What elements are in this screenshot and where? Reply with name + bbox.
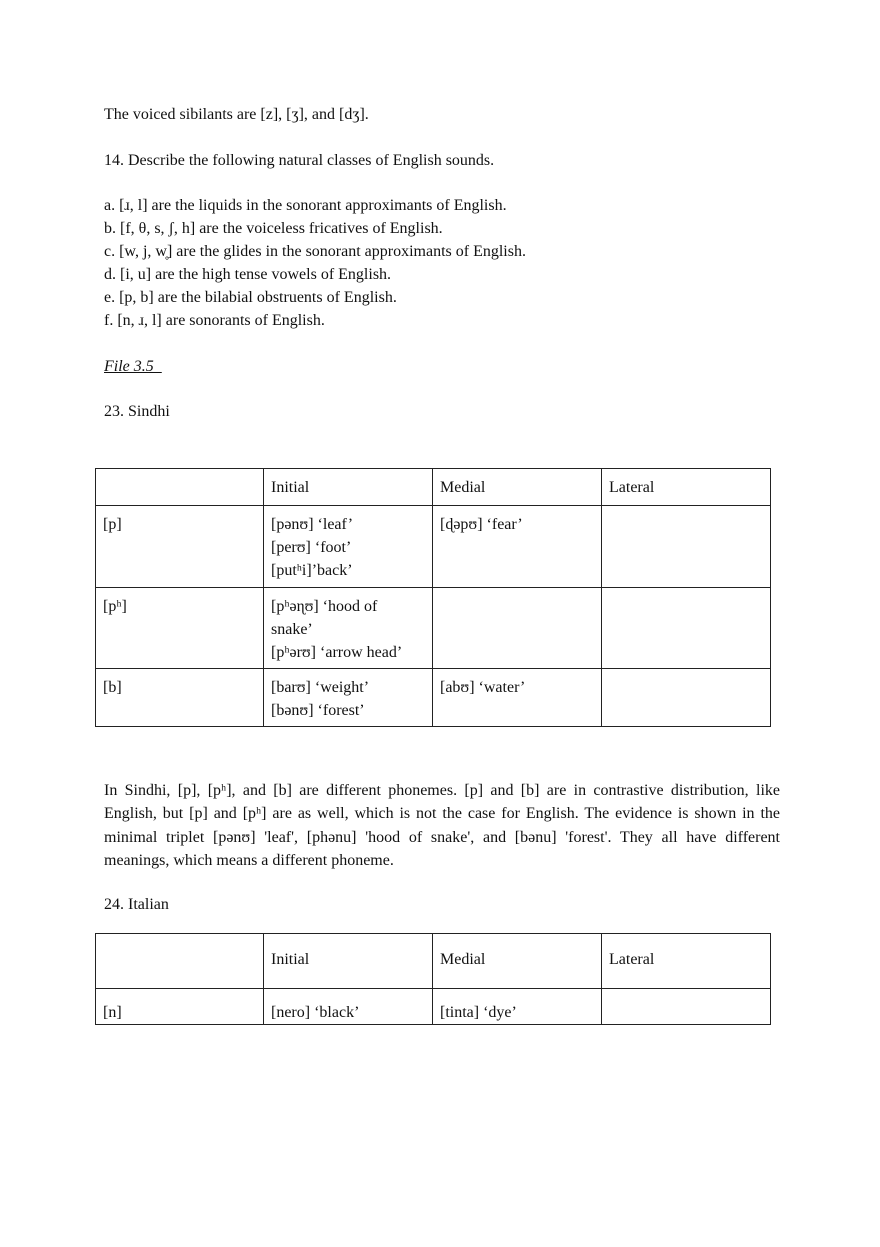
- medial-cell: [433, 506, 602, 588]
- medial-cell: [433, 669, 602, 727]
- list-item: b. [f, θ, s, ʃ, h] are the voiceless fricatives of English.: [104, 220, 443, 237]
- natural-classes-list: [104, 194, 526, 332]
- example-word: [bənʊ] ‘forest’: [271, 702, 365, 719]
- question-14-title: 14. Describe the following natural classes of English sounds.: [104, 152, 495, 169]
- table-row: [96, 506, 771, 588]
- example-word: snake’: [271, 621, 313, 638]
- example-word: [nero] ‘black’: [271, 1004, 360, 1021]
- initial-cell: [264, 669, 433, 727]
- table-row: [96, 669, 771, 727]
- table-row: [96, 989, 771, 1025]
- example-word: [putʰi]’back’: [271, 562, 353, 579]
- list-item: e. [p, b] are the bilabial obstruents of English.: [104, 289, 397, 306]
- header-cell: [96, 469, 264, 506]
- lateral-cell: [602, 989, 771, 1025]
- table-row: [96, 588, 771, 669]
- sound-cell: [n]: [96, 989, 264, 1025]
- sound-cell: [pʰ]: [96, 588, 264, 669]
- example-word: [barʊ] ‘weight’: [271, 679, 370, 696]
- medial-cell: [433, 989, 602, 1025]
- header-medial: Medial: [433, 469, 602, 506]
- table-header-row: [96, 469, 771, 506]
- sindhi-analysis-paragraph: In Sindhi, [p], [pʰ], and [b] are different phonemes. [p] and [b] are in contrastive distribution, like English, but [p] and [pʰ] are as well, which is not the case for English. The evidence is shown in the minimal triplet [pənʊ] 'leaf', [phənu] 'hood of snake', and [bənu] 'forest'. They all have different meanings, which means a different phoneme.: [104, 782, 780, 869]
- sibilants-sentence: The voiced sibilants are [z], [ʒ], and [dʒ].: [104, 106, 369, 123]
- lateral-cell: [602, 669, 771, 727]
- header-initial: Initial: [264, 469, 433, 506]
- table-header-row: [96, 934, 771, 989]
- medial-cell: [433, 588, 602, 669]
- initial-cell: [264, 588, 433, 669]
- example-word: [perʊ] ‘foot’: [271, 539, 352, 556]
- list-item: f. [n, ɹ, l] are sonorants of English.: [104, 312, 325, 329]
- lateral-cell: [602, 588, 771, 669]
- sindhi-table: [95, 468, 771, 727]
- example-word: [pʰərʊ] ‘arrow head’: [271, 644, 403, 661]
- list-item: a. [ɹ, l] are the liquids in the sonorant approximants of English.: [104, 197, 507, 214]
- list-item: d. [i, u] are the high tense vowels of English.: [104, 266, 392, 283]
- italian-title: 24. Italian: [104, 896, 169, 913]
- lateral-cell: [602, 506, 771, 588]
- example-word: [tinta] ‘dye’: [440, 1004, 517, 1021]
- example-word: [pənʊ] ‘leaf’: [271, 516, 354, 533]
- list-item: c. [w, j, w̥] are the glides in the sonorant approximants of English.: [104, 243, 526, 260]
- header-lateral: Lateral: [602, 469, 771, 506]
- example-word: [pʰəɳʊ] ‘hood of: [271, 598, 378, 615]
- italian-table: [95, 933, 771, 1025]
- initial-cell: [264, 989, 433, 1025]
- header-cell: [96, 934, 264, 989]
- sound-cell: [p]: [96, 506, 264, 588]
- initial-cell: [264, 506, 433, 588]
- header-lateral: Lateral: [602, 934, 771, 989]
- example-word: [ɖəpʊ] ‘fear’: [440, 516, 523, 533]
- file-heading: File 3.5: [104, 358, 162, 375]
- sindhi-title: 23. Sindhi: [104, 403, 170, 420]
- header-medial: Medial: [433, 934, 602, 989]
- example-word: [abʊ] ‘water’: [440, 679, 526, 696]
- sound-cell: [b]: [96, 669, 264, 727]
- header-initial: Initial: [264, 934, 433, 989]
